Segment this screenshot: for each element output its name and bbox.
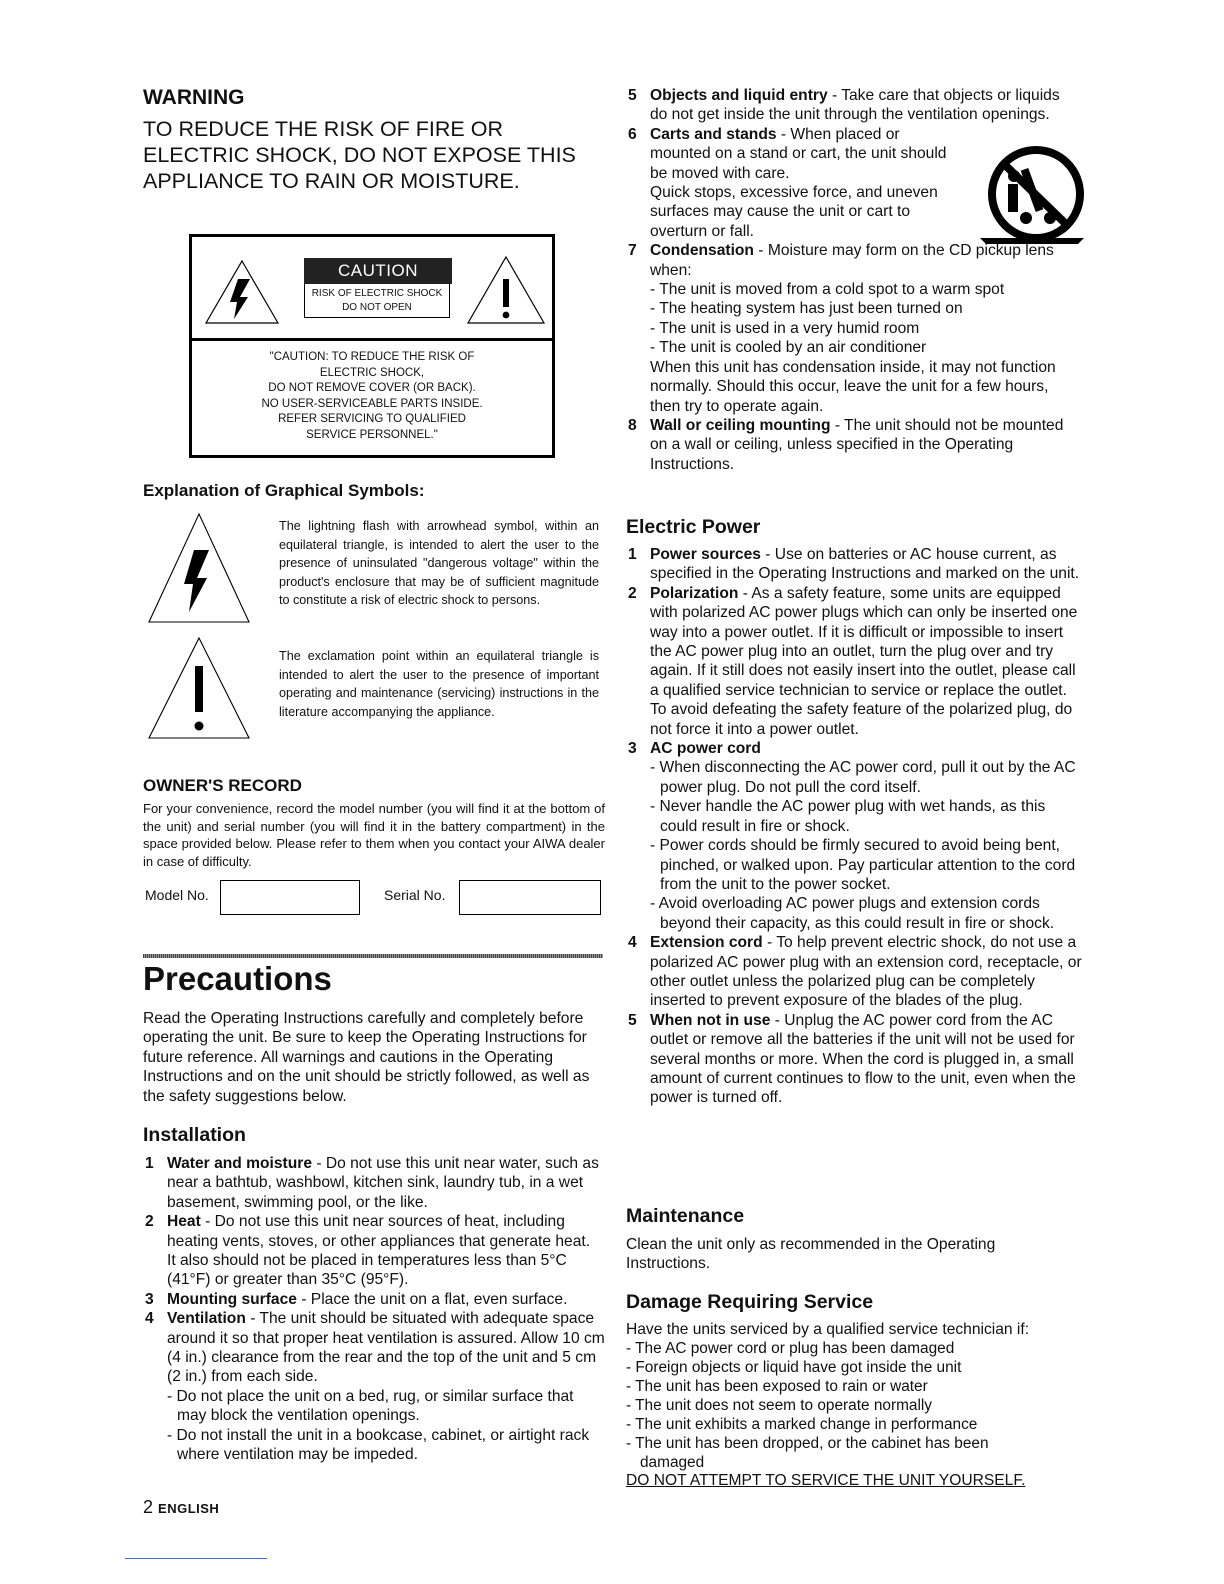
item-extra: Quick stops, excessive force, and uneven surfaces may cause the unit or cart to overturn or fall. — [650, 184, 938, 240]
item-dash: - Never handle the AC power plug with wet hands, as this could result in fire or shock. — [650, 798, 1046, 835]
maintenance-heading: Maintenance — [626, 1205, 745, 1227]
item-text: - Do not use this unit near sources of heat, including heating vents, stoves, or other appliances that generate heat. — [167, 1213, 591, 1250]
list-item: - The AC power cord or plug has been damaged — [626, 1340, 955, 1357]
item-dash: - Avoid overloading AC power plugs and extension cords beyond their capacity, as this could result in fire or shock. — [650, 895, 1055, 932]
list-item: - The unit exhibits a marked change in performance — [626, 1416, 978, 1433]
list-item — [626, 545, 1084, 584]
item-extra: When this unit has condensation inside, it may not function normally. Should this occur, leave the unit for a few hours, then try to operate again. — [650, 358, 1056, 415]
item-number: 4 — [145, 1310, 154, 1328]
item-title: Carts and stands — [650, 125, 777, 143]
safety-list-continued — [626, 86, 1066, 474]
language-label: ENGLISH — [158, 1501, 220, 1516]
caution-box — [189, 234, 555, 458]
item-number: 7 — [628, 242, 637, 260]
item-number: 4 — [628, 934, 637, 952]
model-no-label: Model No. — [145, 887, 209, 903]
owners-record-heading: OWNER'S RECORD — [143, 776, 302, 795]
item-text: - The unit should be situated with adequate space around it so that proper heat ventilation is assured. Allow 10 cm (4 in.) clearance from the rear and the top of the unit and 5 cm (2 in.) from each side. — [167, 1310, 605, 1386]
serial-no-field[interactable] — [459, 880, 601, 915]
caution-body-line: ELECTRIC SHOCK, — [319, 366, 425, 379]
caution-body-line: NO USER-SERVICEABLE PARTS INSIDE. — [261, 397, 483, 410]
item-title: Power sources — [650, 546, 761, 563]
item-title: Polarization — [650, 584, 739, 602]
item-dash: - The unit is used in a very humid room — [650, 319, 920, 337]
item-title: Extension cord — [650, 934, 763, 952]
bottom-rule — [125, 1558, 267, 1559]
item-text: - To help prevent electric shock, do not use a polarized AC power plug with an extension cord, receptacle, or other outlet unless the polarized plug can be completely inserted to prevent exposure of the blades of the plug. — [650, 934, 1082, 1010]
damage-list — [626, 1339, 1056, 1472]
list-item — [143, 1290, 605, 1309]
exclamation-symbol-icon — [147, 636, 251, 740]
section-divider — [143, 954, 603, 958]
item-text: - Take care that objects or liquids do not get inside the unit through the ventilation openings. — [650, 87, 1060, 124]
warning-text — [143, 116, 576, 194]
damage-intro: Have the units serviced by a qualified service technician if: — [626, 1321, 1030, 1338]
list-item — [626, 584, 1084, 739]
item-text: - Unplug the AC power cord from the AC outlet or remove all the batteries if the unit will not be used for several months or more. When the cord is plugged in, a small amount of current continues to flow to the unit, even when the power is turned off. — [650, 1011, 1076, 1107]
service-warning: DO NOT ATTEMPT TO SERVICE THE UNIT YOURSELF. — [626, 1472, 1026, 1489]
model-no-field[interactable] — [220, 880, 360, 915]
caution-body — [192, 350, 552, 444]
item-text: - Moisture may form on the CD pickup lens when: — [650, 242, 1054, 279]
owners-record-text: For your convenience, record the model number (you will find it at the bottom of the unit) and serial number (you will find it in the battery compartment) in the space provided below. Please refer to them when you contact your AIWA dealer in case of difficulty. — [143, 801, 605, 869]
item-dash: - The unit is cooled by an air conditioner — [650, 339, 927, 357]
exclamation-explanation: The exclamation point within an equilateral triangle is intended to alert the user to the presence of important operating and maintenance (servicing) instructions in the literature accompanying the appliance. — [279, 649, 599, 719]
caution-sub-line: DO NOT OPEN — [342, 302, 412, 313]
item-title: When not in use — [650, 1011, 771, 1029]
list-item: - The unit has been exposed to rain or water — [626, 1378, 928, 1395]
list-item: - The unit has been dropped, or the cabinet has been damaged — [626, 1435, 989, 1471]
item-number: 6 — [628, 125, 637, 143]
explanation-heading: Explanation of Graphical Symbols: — [143, 481, 425, 500]
caution-body-line: REFER SERVICING TO QUALIFIED — [278, 413, 466, 426]
item-title: AC power cord — [650, 740, 761, 758]
item-number: 1 — [628, 546, 637, 563]
item-dash: - Power cords should be firmly secured to avoid being bent, pinched, or walked upon. Pay particular attention to the cord from the unit to the power socket. — [650, 837, 1076, 893]
lightning-explanation: The lightning flash with arrowhead symbol, within an equilateral triangle, is intended to alert the user to the presence of uninsulated "dangerous voltage" within the product's enclosure that may be of sufficient magnitude to constitute a risk of electric shock to persons. — [279, 519, 599, 607]
list-item — [626, 739, 1084, 933]
maintenance-text: Clean the unit only as recommended in the Operating Instructions. — [626, 1236, 996, 1273]
item-number: 3 — [145, 1290, 154, 1308]
list-item — [143, 1154, 605, 1212]
page-footer — [143, 1497, 219, 1518]
installation-heading: Installation — [143, 1124, 246, 1146]
item-dash: - Do not place the unit on a bed, rug, or similar surface that may block the ventilation openings. — [167, 1387, 574, 1425]
caution-body-line: SERVICE PERSONNEL." — [306, 428, 438, 441]
item-number: 2 — [628, 584, 637, 602]
list-item — [626, 1011, 1084, 1108]
precautions-intro: Read the Operating Instructions carefully and completely before operating the unit. Be sure to keep the Operating Instructions for future reference. All warnings and cautions in the Operating Instructions and on the unit should be strictly followed, as well as the safety suggestions below. — [143, 1010, 590, 1105]
precautions-heading: Precautions — [143, 960, 332, 997]
item-number: 5 — [628, 87, 637, 104]
list-item — [626, 86, 1066, 125]
list-item — [626, 416, 1066, 474]
caution-sub-line: RISK OF ELECTRIC SHOCK — [311, 288, 443, 299]
lightning-symbol-icon — [147, 512, 251, 624]
warning-line: ELECTRIC SHOCK, DO NOT EXPOSE THIS — [143, 143, 576, 167]
warning-line: TO REDUCE THE RISK OF FIRE OR — [143, 117, 503, 141]
caution-subtext — [304, 284, 450, 318]
installation-list — [143, 1154, 605, 1465]
lightning-triangle-icon — [204, 259, 280, 325]
page-number: 2 — [143, 1497, 154, 1517]
electric-power-list — [626, 545, 1084, 1108]
warning-heading: WARNING — [143, 86, 245, 109]
list-item — [143, 1309, 605, 1464]
caution-divider — [192, 338, 552, 341]
list-item: - The unit does not seem to operate normally — [626, 1397, 932, 1414]
item-text: - Place the unit on a flat, even surface. — [296, 1290, 568, 1308]
list-item — [143, 1212, 605, 1290]
item-text: - Use on batteries or AC house current, as specified in the Operating Instructions and marked on the unit. — [650, 546, 1080, 583]
item-title: Objects and liquid entry — [650, 87, 828, 104]
warning-line: APPLIANCE TO RAIN OR MOISTURE. — [143, 169, 520, 193]
item-text: - Do not use this unit near water, such as near a bathtub, washbowl, kitchen sink, laundry tub, in a wet basement, swimming pool, or the like. — [167, 1155, 599, 1211]
list-item — [626, 933, 1084, 1011]
item-text: - When placed or mounted on a stand or cart, the unit should be moved with care. — [650, 125, 947, 182]
item-dash: - The unit is moved from a cold spot to a warm spot — [650, 281, 1005, 299]
damage-heading: Damage Requiring Service — [626, 1291, 874, 1313]
exclamation-triangle-icon — [466, 255, 546, 325]
item-title: Ventilation — [167, 1310, 246, 1328]
item-dash: - Do not install the unit in a bookcase, cabinet, or airtight rack where ventilation may be impeded. — [167, 1426, 590, 1464]
caution-body-line: "CAUTION: TO REDUCE THE RISK OF — [269, 351, 475, 363]
list-item: - Foreign objects or liquid have got inside the unit — [626, 1359, 962, 1376]
item-extra: It also should not be placed in temperatures less than 5°C (41°F) or greater than 35°C (95°F). — [167, 1252, 567, 1289]
item-title: Water and moisture — [167, 1155, 312, 1172]
caution-badge: CAUTION — [304, 258, 452, 284]
item-text: - The unit should not be mounted on a wall or ceiling, unless specified in the Operating Instructions. — [650, 416, 1064, 473]
item-dash: - The heating system has just been turned on — [650, 300, 963, 318]
item-title: Wall or ceiling mounting — [650, 416, 831, 434]
list-item — [626, 241, 1066, 416]
item-number: 5 — [628, 1011, 637, 1029]
item-title: Heat — [167, 1213, 201, 1231]
item-title: Mounting surface — [167, 1290, 297, 1308]
electric-power-heading: Electric Power — [626, 516, 761, 538]
list-item — [626, 125, 1066, 241]
item-title: Condensation — [650, 242, 754, 260]
item-number: 1 — [145, 1155, 154, 1172]
item-text: - As a safety feature, some units are equipped with polarized AC power plugs which can only be inserted one way into a power outlet. If it is difficult or impossible to insert the AC power plug into an outlet, turn the plug over and try again. If it still does not easily insert into the outlet, please call a qualified service technician to service or replace the outlet. To avoid defeating the safety feature of the polarized plug, do not force it into a power outlet. — [650, 584, 1078, 738]
caution-body-line: DO NOT REMOVE COVER (OR BACK). — [268, 382, 476, 395]
item-number: 2 — [145, 1213, 154, 1231]
item-dash: - When disconnecting the AC power cord, pull it out by the AC power plug. Do not pull the cord itself. — [650, 759, 1076, 796]
item-number: 3 — [628, 740, 637, 758]
serial-no-label: Serial No. — [384, 887, 446, 903]
item-number: 8 — [628, 416, 637, 434]
